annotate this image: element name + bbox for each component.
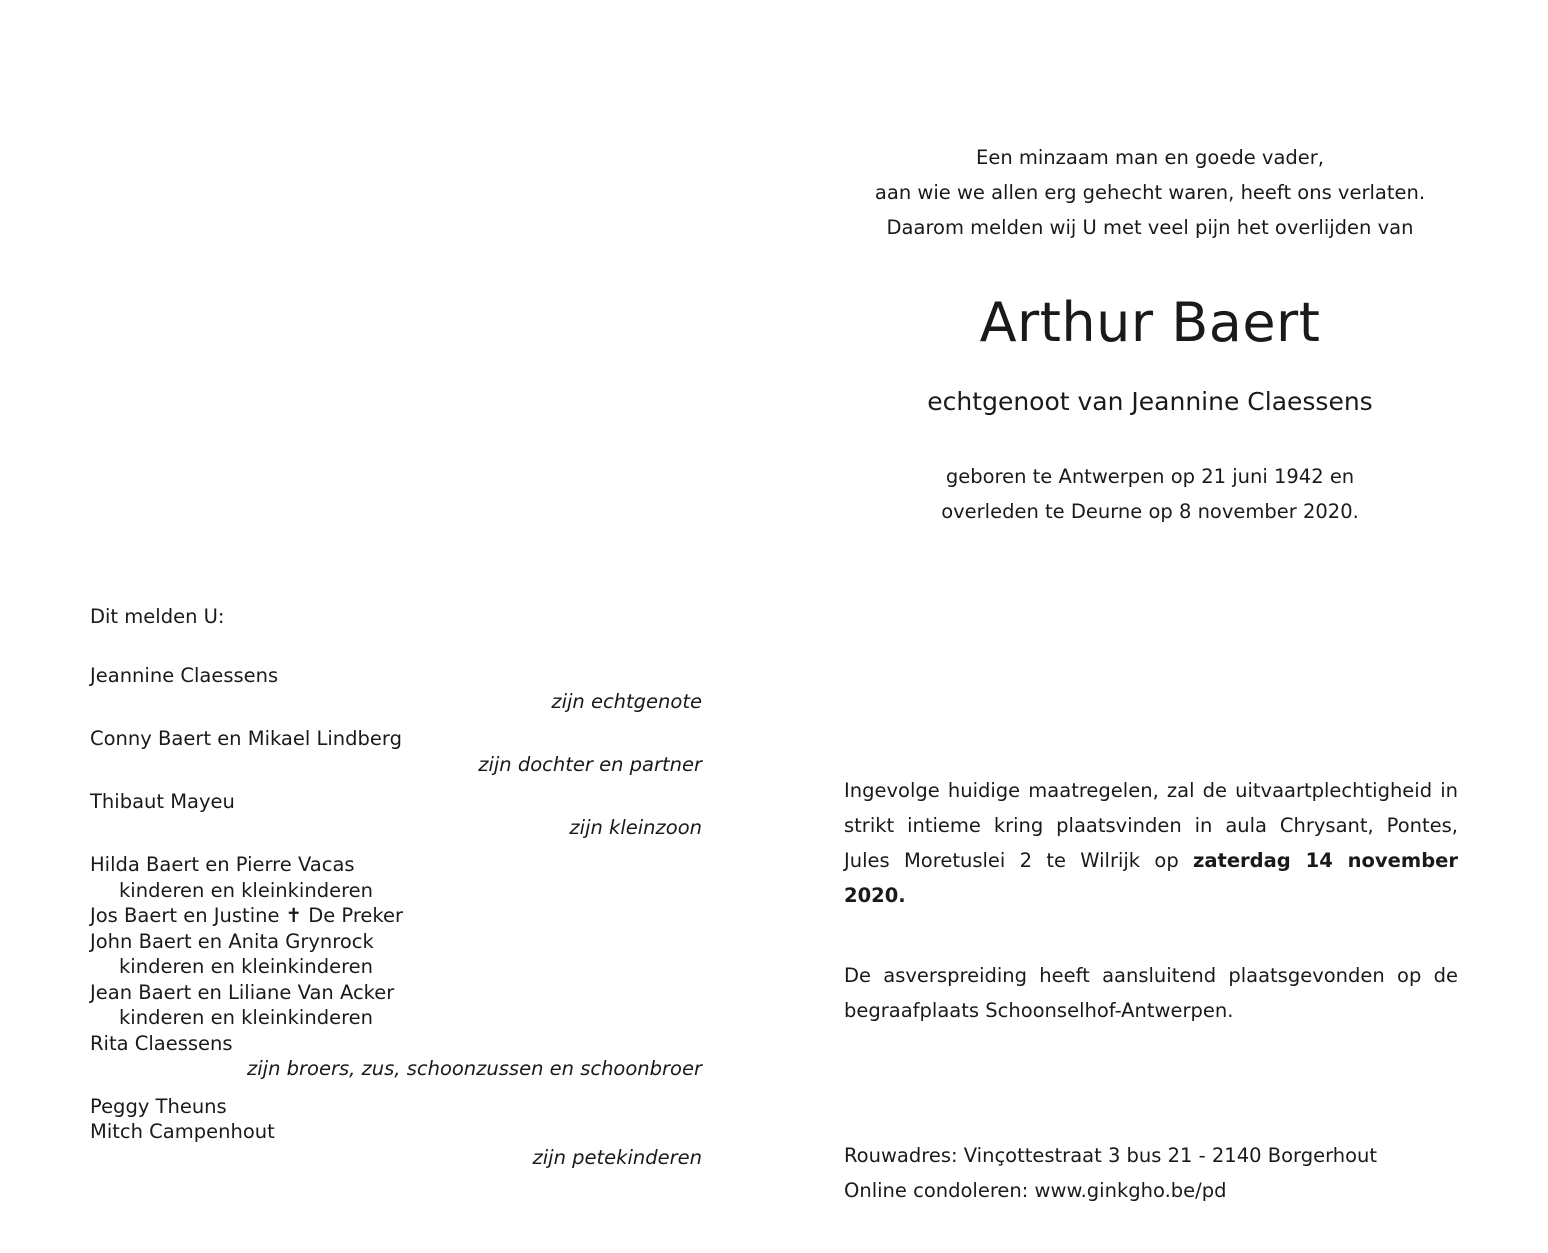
family-subline: kinderen en kleinkinderen	[119, 878, 374, 902]
family-group-daughter	[90, 726, 702, 777]
family-subline: kinderen en kleinkinderen	[119, 1006, 374, 1029]
death-line: overleden te Deurne op 8 november 2020.	[941, 500, 1359, 523]
intro-line-3: Daarom melden wij U met veel pijn het overlijden van	[886, 216, 1414, 239]
announcement	[780, 140, 1520, 529]
family-subline: kinderen en kleinkinderen	[119, 955, 374, 978]
family-name: John Baert en Anita Grynrock	[90, 929, 374, 953]
relation-label: zijn kleinzoon	[569, 815, 702, 839]
family-name: Peggy Theuns	[90, 1094, 227, 1118]
family-name-part: De Preker	[308, 904, 404, 927]
family-name	[90, 903, 702, 929]
spouse-line: echtgenoot van Jeannine Claessens	[927, 387, 1373, 416]
relation-label: zijn petekinderen	[532, 1145, 702, 1169]
family-name: Conny Baert en Mikael Lindberg	[90, 727, 402, 750]
family-group-grandson	[90, 789, 702, 840]
funeral-date: zaterdag 14 november 2020.	[844, 849, 1458, 907]
family-heading: Dit melden U:	[90, 605, 225, 628]
relation-label: zijn echtgenote	[551, 689, 702, 713]
family-group-siblings	[90, 852, 702, 1082]
family-name-part: Jos Baert en Justine	[90, 904, 280, 927]
deceased-name: Arthur Baert	[979, 291, 1321, 354]
ceremony-info	[844, 773, 1458, 1208]
funeral-text: Ingevolge huidige maatregelen, zal de uitvaartplechtigheid in strikt intieme kring plaatsvinden in aula Chrysant, Pontes, Jules Moretuslei 2 te Wilrijk op	[844, 779, 1458, 872]
family-list	[90, 603, 702, 1182]
intro-line-1: Een minzaam man en goede vader,	[976, 146, 1324, 169]
family-name: Jeannine Claessens	[90, 664, 279, 687]
family-name: Jean Baert en Liliane Van Acker	[90, 980, 395, 1004]
family-group-spouse	[90, 663, 702, 714]
life-dates	[780, 459, 1520, 529]
family-name: Thibaut Mayeu	[90, 790, 235, 813]
family-name: Hilda Baert en Pierre Vacas	[90, 853, 355, 876]
relation-label: zijn broers, zus, schoonzussen en schoonbroer	[247, 1057, 702, 1080]
intro-line-2: aan wie we allen erg gehecht waren, heeft ons verlaten.	[874, 181, 1426, 204]
birth-line: geboren te Antwerpen op 21 juni 1942 en	[945, 465, 1355, 488]
relation-label: zijn dochter en partner	[478, 752, 702, 776]
cross-icon: ✝	[285, 904, 303, 927]
contact-info	[844, 1138, 1458, 1208]
funeral-paragraph	[844, 773, 1458, 913]
online-condolences: Online condoleren: www.ginkgho.be/pd	[844, 1179, 1227, 1202]
family-name: Rita Claessens	[90, 1031, 233, 1055]
family-name: Mitch Campenhout	[90, 1120, 275, 1143]
mourning-address: Rouwadres: Vinçottestraat 3 bus 21 - 2140 Borgerhout	[844, 1144, 1378, 1167]
family-group-godchildren	[90, 1094, 702, 1171]
ash-scattering-paragraph: De asverspreiding heeft aansluitend plaatsgevonden op de begraafplaats Schoonselhof-Antwerpen.	[844, 964, 1458, 1022]
